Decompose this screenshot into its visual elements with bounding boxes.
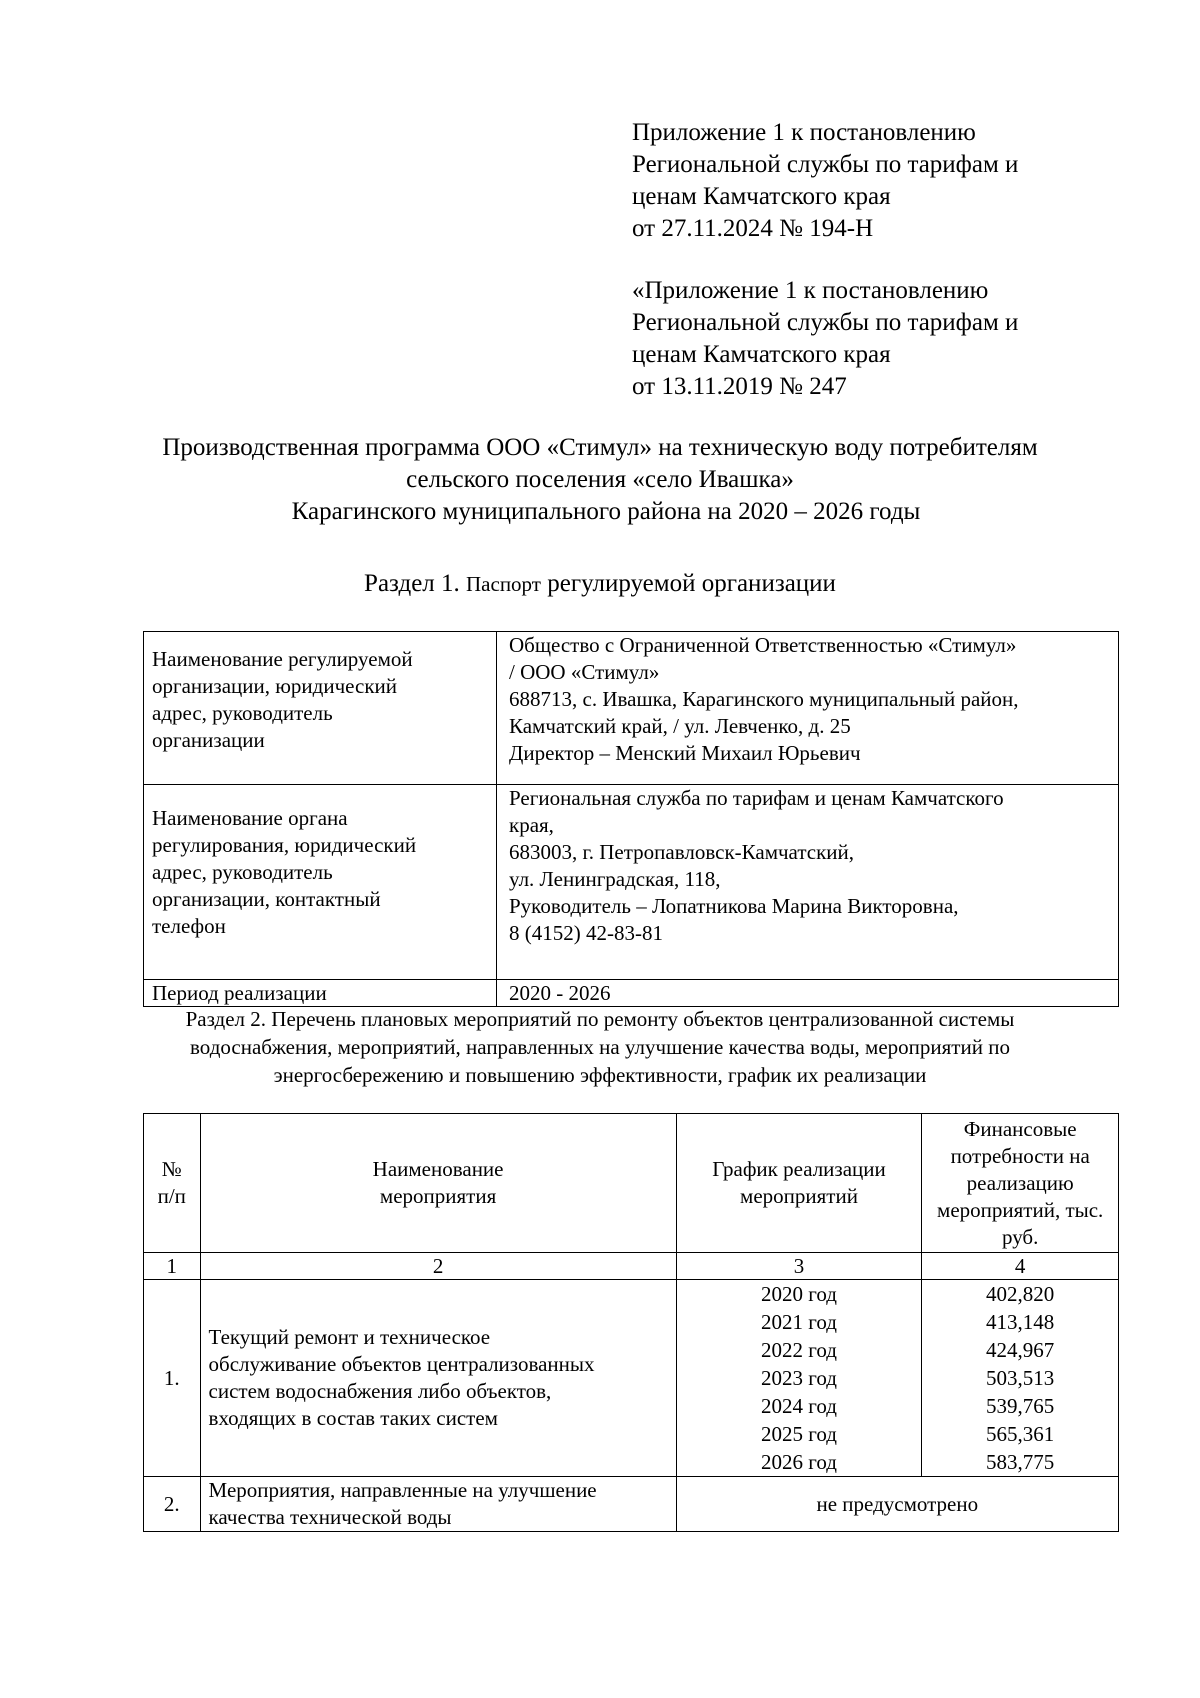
header-line: График реализации <box>712 1157 886 1181</box>
measures-table <box>143 1113 1119 1532</box>
header-line: реализацию <box>966 1170 1074 1195</box>
passport-value-line: Руководитель – Лопатникова Марина Викторовна, <box>509 894 959 918</box>
appendix-line: «Приложение 1 к постановлению <box>632 277 989 304</box>
passport-label-cell <box>144 785 497 980</box>
header-finance-cell <box>922 1114 1119 1253</box>
passport-value-line: 688713, с. Ивашка, Карагинского муниципальный район, <box>509 687 1019 711</box>
header-name-cell <box>200 1114 676 1253</box>
measure-name-line: Текущий ремонт и техническое <box>208 1325 491 1349</box>
finance-amount: 402,820 <box>986 1282 1055 1306</box>
passport-row-regulator <box>144 785 1119 980</box>
appendix-reference-current <box>632 117 1152 245</box>
measure-name-line: систем водоснабжения либо объектов, <box>208 1379 552 1403</box>
measure-note-cell: не предусмотрено <box>676 1477 1118 1532</box>
passport-value-line: / ООО «Стимул» <box>509 660 660 684</box>
appendix-line: Приложение 1 к постановлению <box>632 119 976 146</box>
schedule-year: 2023 год <box>761 1366 837 1390</box>
appendix-line: ценам Камчатского края <box>632 341 891 368</box>
column-number-cell: 4 <box>922 1253 1119 1280</box>
finance-amount: 539,765 <box>986 1394 1055 1418</box>
measure-name-cell <box>200 1477 676 1532</box>
passport-value-line: 683003, г. Петропавловск-Камчатский, <box>509 840 855 864</box>
passport-label-line: адрес, руководитель <box>152 701 333 725</box>
passport-row-period <box>144 980 1119 1007</box>
schedule-year: 2024 год <box>761 1394 837 1418</box>
section2-heading <box>60 1005 1140 1089</box>
passport-label-line: телефон <box>152 914 226 938</box>
measure-name-line: качества технической воды <box>208 1505 452 1529</box>
measure-name-line: входящих в состав таких систем <box>208 1406 498 1430</box>
header-number-cell <box>144 1114 201 1253</box>
section2-line: энергосбережению и повышению эффективности, график их реализации <box>273 1063 927 1087</box>
passport-value-line: Общество с Ограниченной Ответственностью «Стимул» <box>509 633 1017 657</box>
header-line: мероприятия <box>379 1184 497 1208</box>
passport-value-cell <box>497 785 1119 980</box>
passport-value-line: 2020 - 2026 <box>509 981 611 1005</box>
passport-label-cell <box>144 632 497 785</box>
passport-table <box>143 631 1119 1007</box>
passport-label-line: организации, юридический <box>152 674 397 698</box>
passport-label-line: организации, контактный <box>152 887 381 911</box>
passport-label-cell <box>144 980 497 1007</box>
section1-passport-word: Паспорт <box>466 572 541 596</box>
measure-finance-cell <box>922 1280 1119 1477</box>
finance-amount: 503,513 <box>986 1366 1055 1390</box>
column-number-cell: 1 <box>144 1253 201 1280</box>
measure-name-line: Мероприятия, направленные на улучшение <box>208 1478 597 1502</box>
header-line: № <box>161 1157 182 1181</box>
measures-header-row <box>144 1114 1119 1253</box>
schedule-year: 2026 год <box>761 1450 837 1474</box>
passport-value-line: 8 (4152) 42-83-81 <box>509 921 663 945</box>
measures-column-number-row <box>144 1253 1119 1280</box>
header-line: п/п <box>157 1184 186 1208</box>
appendix-reference-original <box>632 275 1152 403</box>
passport-value-line: Директор – Менский Михаил Юрьевич <box>509 741 861 765</box>
passport-value-line: ул. Ленинградская, 118, <box>509 867 721 891</box>
measure-number-cell: 1. <box>144 1280 201 1477</box>
finance-amount: 413,148 <box>986 1310 1055 1334</box>
header-schedule-cell <box>676 1114 922 1253</box>
header-line: потребности на <box>950 1143 1090 1168</box>
passport-row-organization <box>144 632 1119 785</box>
passport-label-line: регулирования, юридический <box>152 833 417 857</box>
header-line: Наименование <box>372 1157 504 1181</box>
finance-amount: 565,361 <box>986 1422 1055 1446</box>
measure-schedule-cell <box>676 1280 922 1477</box>
appendix-line: от 27.11.2024 № 194-Н <box>632 215 874 242</box>
section2-line: Раздел 2. Перечень плановых мероприятий по ремонту объектов централизованной системы <box>185 1007 1015 1031</box>
program-title <box>60 432 1140 528</box>
passport-label-line: организации <box>152 728 265 752</box>
header-line: Финансовые <box>963 1116 1077 1141</box>
header-line: мероприятий, тыс. <box>937 1197 1104 1222</box>
appendix-line: Региональной службы по тарифам и <box>632 151 1019 178</box>
program-title-line: Карагинского муниципального района на 2020 – 2026 годы <box>291 498 921 525</box>
measure-row <box>144 1477 1119 1532</box>
program-title-line: Производственная программа ООО «Стимул» на техническую воду потребителям <box>162 434 1038 461</box>
measure-number-cell: 2. <box>144 1477 201 1532</box>
appendix-line: ценам Камчатского края <box>632 183 891 210</box>
header-line: мероприятий <box>740 1184 858 1208</box>
passport-value-line: Региональная служба по тарифам и ценам Камчатского <box>509 786 1004 810</box>
column-number-cell: 3 <box>676 1253 922 1280</box>
passport-label-line: Наименование регулируемой <box>152 647 413 671</box>
finance-amount: 424,967 <box>986 1338 1055 1362</box>
passport-value-line: Камчатский край, / ул. Левченко, д. 25 <box>509 714 851 738</box>
measure-name-cell <box>200 1280 676 1477</box>
passport-value-cell <box>497 632 1119 785</box>
passport-label-line: адрес, руководитель <box>152 860 333 884</box>
header-line: руб. <box>1001 1224 1039 1249</box>
schedule-year: 2020 год <box>761 1282 837 1306</box>
section1-heading <box>0 568 1200 600</box>
passport-value-line: края, <box>509 813 554 837</box>
schedule-year: 2021 год <box>761 1310 837 1334</box>
section2-line: водоснабжения, мероприятий, направленных на улучшение качества воды, мероприятий по <box>190 1035 1010 1059</box>
column-number-cell: 2 <box>200 1253 676 1280</box>
passport-value-cell <box>497 980 1119 1007</box>
schedule-year: 2022 год <box>761 1338 837 1362</box>
appendix-line: Региональной службы по тарифам и <box>632 309 1019 336</box>
finance-amount: 583,775 <box>986 1450 1055 1474</box>
appendix-line: от 13.11.2019 № 247 <box>632 373 847 400</box>
measure-row <box>144 1280 1119 1477</box>
measure-name-line: обслуживание объектов централизованных <box>208 1352 595 1376</box>
section1-prefix: Раздел 1. <box>364 570 460 597</box>
program-title-line: сельского поселения «село Ивашка» <box>406 466 794 493</box>
passport-label-line: Наименование органа <box>152 806 348 830</box>
section1-suffix: регулируемой организации <box>547 570 836 597</box>
schedule-year: 2025 год <box>761 1422 837 1446</box>
passport-label-line: Период реализации <box>152 981 327 1005</box>
